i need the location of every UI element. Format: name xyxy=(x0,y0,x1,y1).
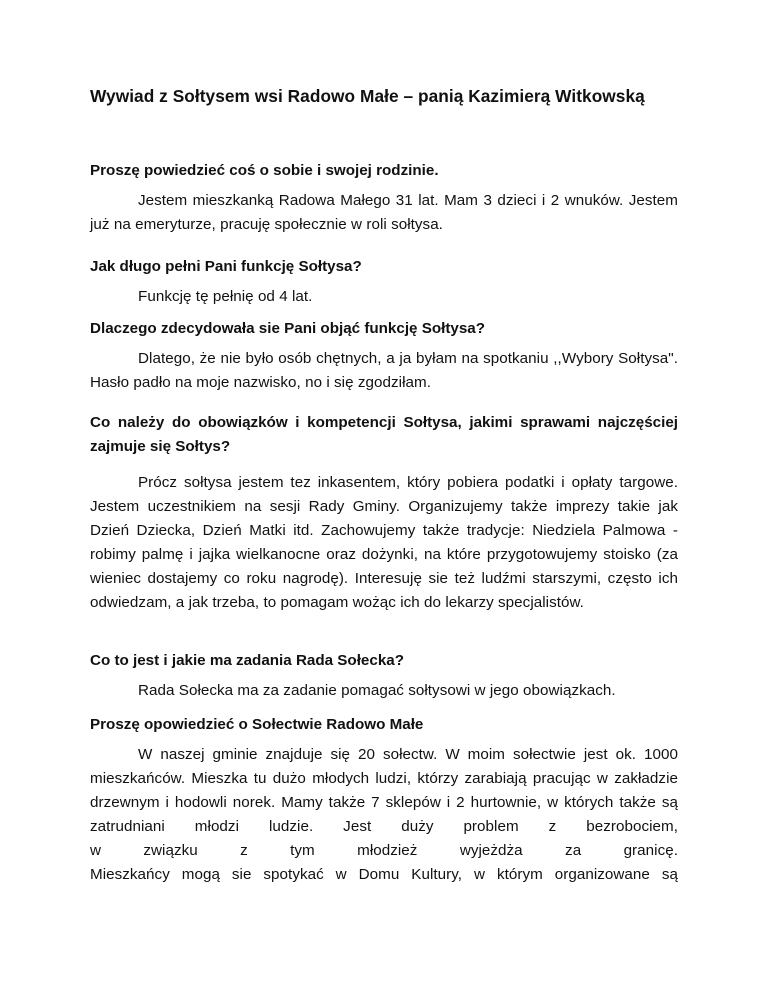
answer-6 xyxy=(90,743,678,887)
answer-5: Rada Sołecka ma za zadanie pomagać sołtysowi w jego obowiązkach. xyxy=(138,682,616,699)
answer-6-paragraph: W naszej gminie znajduje się 20 sołectw. W moim sołectwie jest ok. 1000 mieszkańców. Mieszka tu dużo młodych ludzi, którzy zarabiają pracując w zakładzie drzewnym i hodowli norek. Mamy także 7 sklepów i 2 hurtownie, w których także są zatrudniani młodzi ludzie. Jest duży problem z bezrobociem, xyxy=(90,746,678,835)
question-1: Proszę powiedzieć coś o sobie i swojej rodzinie. xyxy=(90,162,439,179)
question-3: Dlaczego zdecydowała sie Pani objąć funkcję Sołtysa? xyxy=(90,320,486,337)
question-5: Co to jest i jakie ma zadania Rada Sołecka? xyxy=(90,652,404,669)
answer-1: Jestem mieszkanką Radowa Małego 31 lat. Mam 3 dzieci i 2 wnuków. Jestem już na emeryturze, pracuję społecznie w roli sołtysa. xyxy=(90,192,678,233)
question-2: Jak długo pełni Pani funkcję Sołtysa? xyxy=(90,258,362,275)
answer-2: Funkcję tę pełnię od 4 lat. xyxy=(138,288,313,305)
answer-3: Dlatego, że nie było osób chętnych, a ja byłam na spotkaniu ,,Wybory Sołtysa". Hasło padło na moje nazwisko, no i się zgodziłam. xyxy=(90,350,678,391)
answer-6-last-line: Mieszkańcy mogą sie spotykać w Domu Kultury, w którym organizowane są xyxy=(90,866,678,883)
document-title: Wywiad z Sołtysem wsi Radowo Małe – panią Kazimierą Witkowską xyxy=(90,86,645,106)
question-4: Co należy do obowiązków i kompetencji Sołtysa, jakimi sprawami najczęściej zajmuje się Sołtys? xyxy=(90,414,678,455)
question-6: Proszę opowiedzieć o Sołectwie Radowo Małe xyxy=(90,716,424,733)
answer-4: Prócz sołtysa jestem tez inkasentem, który pobiera podatki i opłaty targowe. Jestem uczestnikiem na sesji Rady Gminy. Organizujemy także imprezy takie jak Dzień Dziecka, Dzień Matki itd. Zachowujemy także tradycje: Niedziela Palmowa - robimy palmę i jajka wielkanocne oraz dożynki, na które przygotowujemy stoisko (za wieniec dostajemy co roku nagrodę). Interesuję sie też ludźmi starszymi, często ich odwiedzam, a jak trzeba, to pomagam wożąc ich do lekarzy specjalistów. xyxy=(90,474,678,611)
answer-6-justified-line: w związku z tym młodzież wyjeżdża za granicę. xyxy=(90,842,678,859)
